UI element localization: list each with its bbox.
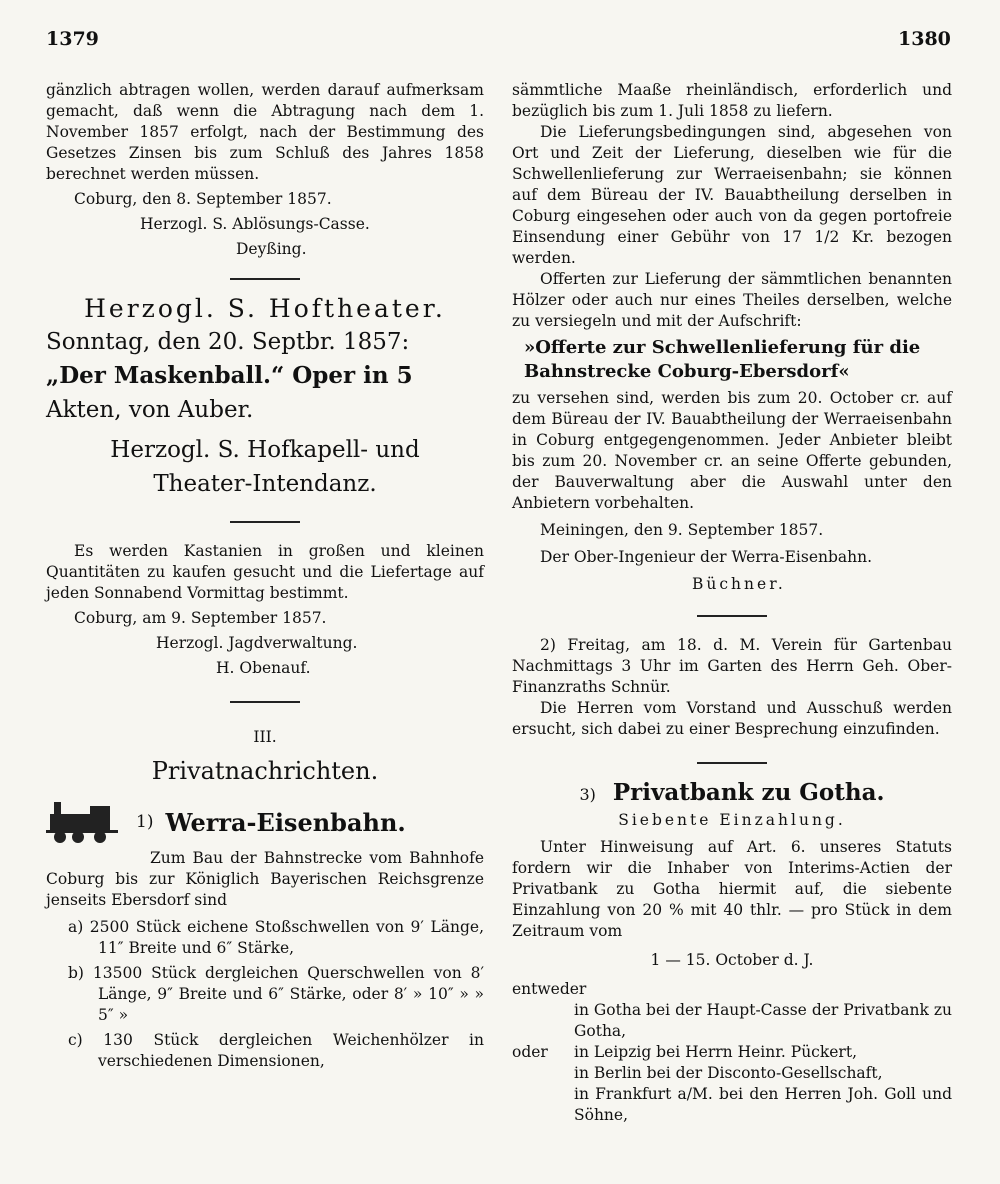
notice-date: Coburg, den 8. September 1857. [74,190,332,208]
divider [230,701,300,703]
notice-office: Der Ober-Ingenieur der Werra-Eisenbahn. [540,548,873,566]
bank-text: Unter Hinweisung auf Art. 6. unseres Statuts fordern wir die Inhaber von Interims-Actien der Privatbank zu Gotha hiermit auf, die siebente Einzahlung von 20 % mit 40 thlr. — pro Stück in dem Zeitraum vom [512,838,952,940]
werra-intro: Zum Bau der Bahnstrecke vom Bahnhofe Coburg bis zur Königlich Bayerischen Reichsgrenze jenseits Ebersdorf sind [46,849,484,909]
theater-line: Akten, von Auber. [46,397,254,423]
divider [697,762,767,764]
bank-location-text: in Gotha bei der Haupt-Casse der Privatbank zu Gotha, [574,1001,952,1040]
divider [230,278,300,280]
right-column [512,80,952,1126]
item-number: 1) [136,811,154,832]
list-item: b) 13500 Stück dergleichen Querschwellen von 8′ Länge, 9″ Breite und 6″ Stärke, oder 8′ » 10″ » » 5″ » [68,964,484,1024]
bank-location [512,1084,952,1126]
divider [697,615,767,617]
bank-title: Privatbank zu Gotha. [612,779,885,806]
notice-date: Meiningen, den 9. September 1857. [540,521,824,539]
bank-location-text: in Leipzig bei Herrn Heinr. Pückert, [574,1043,857,1061]
garden-text: 2) Freitag, am 18. d. M. Verein für Gartenbau Nachmittags 3 Uhr im Garten des Herrn Geh. Ober-Finanzraths Schnür. [512,636,952,696]
left-column [46,80,484,1072]
werra-text: Die Lieferungsbedingungen sind, abgesehen von Ort und Zeit der Lieferung, dieselben wie für die Schwellenlieferung zur Werraeisenbahn; sie können auf dem Büreau der IV. Bauabtheilung derselben in Coburg eingesehen oder auch von da gegen portofreie Einsendung einer Gebühr von 17 1/2 Kr. bezogen werden. [512,123,952,267]
notice-text: Es werden Kastanien in großen und kleinen Quantitäten zu kaufen gesucht und die Liefertage auf jeden Sonnabend Vormittag bestimmt. [46,542,484,602]
divider [230,521,300,523]
bank-location-key [512,1000,574,1042]
theater-intendanz: Herzogl. S. Hofkapell- und Theater-Intendanz. [110,437,420,497]
notice-office: Herzogl. Jagdverwaltung. [156,634,358,652]
page-number-left: 1379 [46,28,99,50]
bank-subtitle: Siebente Einzahlung. [618,811,846,829]
bank-or: oder [512,1043,548,1061]
bank-location [512,1063,952,1084]
notice-signer: H. Obenauf. [216,659,311,677]
werra-heading [46,800,484,844]
bank-location [512,1042,952,1063]
bank-location-text: in Frankfurt a/M. bei den Herren Joh. Goll und Söhne, [574,1085,952,1124]
bank-location-text: in Berlin bei der Disconto-Gesellschaft, [574,1064,883,1082]
notice-date: Coburg, am 9. September 1857. [74,609,327,627]
section-number: III. [253,728,277,746]
offer-caption: »Offerte zur Schwellenlieferung für die Bahnstrecke Coburg-Ebersdorf« [524,337,921,382]
item-number: 3) [579,785,596,804]
notice-signer: Deyßing. [236,240,307,258]
list-item: a) 2500 Stück eichene Stoßschwellen von 9′ Länge, 11″ Breite und 6″ Stärke, [68,918,484,957]
bank-location-key [512,1084,574,1126]
list-item: c) 130 Stück dergleichen Weichenhölzer in verschiedenen Dimensionen, [68,1031,484,1070]
notice-signer: Büchner. [692,575,786,593]
theater-line: „Der Maskenball.“ Oper in 5 [46,362,413,389]
bank-heading [512,779,952,806]
werra-text: Offerten zur Lieferung der sämmtlichen benannten Hölzer oder auch nur eines Theiles derselben, welche zu versiegeln und mit der Aufschrift: [512,270,952,330]
bank-location-key [512,1063,574,1084]
werra-text: zu versehen sind, werden bis zum 20. October cr. auf dem Büreau der IV. Bauabtheilung der Werraeisenbahn in Coburg entgegengenommen. Jeder Anbieter bleibt bis zum 20. November cr. an seine Offerte gebunden, der Bauverwaltung aber die Auswahl unter den Anbietern vorbehalten. [512,389,952,512]
theater-line: Sonntag, den 20. Septbr. 1857: [46,329,410,355]
section-title: Privatnachrichten. [151,757,379,785]
bank-either: entweder [512,980,587,998]
bank-period: 1 — 15. October d. J. [650,951,814,969]
notice-text: gänzlich abtragen wollen, werden darauf aufmerksam gemacht, daß wenn die Abtragung nach dem 1. November 1857 erfolgt, nach der Bestimmung des Gesetzes Zinsen bis zum Schluß des Jahres 1858 berechnet werden müssen. [46,81,484,183]
werra-list [46,917,484,1072]
locomotive-icon [46,800,120,844]
garden-text: Die Herren vom Vorstand und Ausschuß werden ersucht, sich dabei zu einer Besprechung einzufinden. [512,699,952,738]
bank-location [512,1000,952,1042]
werra-title: Werra-Eisenbahn. [165,807,406,837]
page-number-right: 1380 [898,28,951,50]
notice-office: Herzogl. S. Ablösungs-Casse. [140,215,370,233]
werra-text: sämmtliche Maaße rheinländisch, erforderlich und bezüglich bis zum 1. Juli 1858 zu liefern. [512,81,952,120]
theater-heading: Herzogl. S. Hoftheater. [84,294,446,323]
